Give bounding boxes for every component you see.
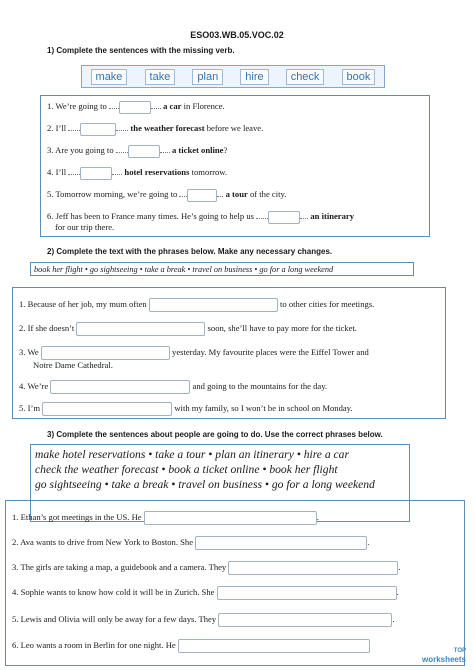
ex3-phrase-bank: make hotel reservations • take a tour • plan an itinerary • hire a car check the weather forecast • book a ticket online • book her flight go sightseeing • take a break • travel on business • go for a long weekend [30,444,410,522]
answer-gap[interactable] [228,561,398,575]
topworksheets-logo[interactable]: TOP worksheets [421,648,466,664]
ex2-line-1: 1. Because of her job, my mum often to other cities for meetings. [19,298,374,312]
ex1-sentence-6: 6. Jeff has been to France many times. He’s going to help us an itinerary [47,210,354,224]
ex3-instruction: 3) Complete the sentences about people are going to do. Use the correct phrases below. [47,430,383,439]
ex2-phrase-bank: book her flight • go sightseeing • take a break • travel on business • go for a long weekend [30,262,414,276]
ex3-line-1: 1. Ethan’s got meetings in the US. He . [12,511,319,525]
word-book[interactable]: book [342,69,376,85]
answer-gap[interactable] [42,402,172,416]
ex3-line-2: 2. Ava wants to drive from New York to Boston. She . [12,536,369,550]
answer-gap[interactable] [195,536,367,550]
answer-gap[interactable] [149,298,278,312]
ex3-line-5: 5. Lewis and Olivia will only be away for a few days. They . [12,613,394,627]
ex1-sentence-1: 1. We’re going to a car in Florence. [47,100,225,114]
word-check[interactable]: check [286,69,325,85]
answer-gap[interactable] [41,346,170,360]
answer-gap[interactable] [144,511,317,525]
answer-gap[interactable] [218,613,392,627]
word-plan[interactable]: plan [192,69,223,85]
ex3-line-6: 6. Leo wants a room in Berlin for one night. He [12,639,370,653]
answer-gap[interactable] [80,123,116,136]
ex2-line-4: 4. We’re and going to the mountains for the day. [19,380,327,394]
ex2-line-3: 3. We yesterday. My favourite places were the Eiffel Tower and [19,346,369,360]
worksheet-title: ESO03.WB.05.VOC.02 [190,30,284,40]
answer-gap[interactable] [128,145,160,158]
answer-gap[interactable] [119,101,151,114]
ex3-line-4: 4. Sophie wants to know how cold it will be in Zurich. She . [12,586,399,600]
word-take[interactable]: take [145,69,176,85]
ex1-sentence-5: 5. Tomorrow morning, we’re going to a tour of the city. [47,188,286,202]
ex2-line-2: 2. If she doesn’t soon, she’ll have to pay more for the ticket. [19,322,357,336]
ex2-line-3-cont: Notre Dame Cathedral. [33,360,113,370]
ex1-sentence-6-cont: for our trip there. [55,222,115,232]
word-make[interactable]: make [91,69,128,85]
answer-gap[interactable] [187,189,217,202]
ex3-line-3: 3. The girls are taking a map, a guidebook and a camera. They . [12,561,401,575]
answer-gap[interactable] [178,639,370,653]
ex2-line-5: 5. I’m with my family, so I won’t be in school on Monday. [19,402,353,416]
answer-gap[interactable] [217,586,397,600]
ex1-sentence-3: 3. Are you going to a ticket online? [47,144,227,158]
ex1-sentence-4: 4. I’ll hotel reservations tomorrow. [47,166,227,180]
ex2-instruction: 2) Complete the text with the phrases below. Make any necessary changes. [47,247,333,256]
ex1-sentence-2: 2. I’ll the weather forecast before we leave. [47,122,263,136]
ex1-instruction: 1) Complete the sentences with the missing verb. [47,46,235,55]
answer-gap[interactable] [76,322,205,336]
answer-gap[interactable] [80,167,112,180]
word-bank [81,65,385,88]
answer-gap[interactable] [268,211,300,224]
word-hire[interactable]: hire [240,69,268,85]
answer-gap[interactable] [50,380,190,394]
